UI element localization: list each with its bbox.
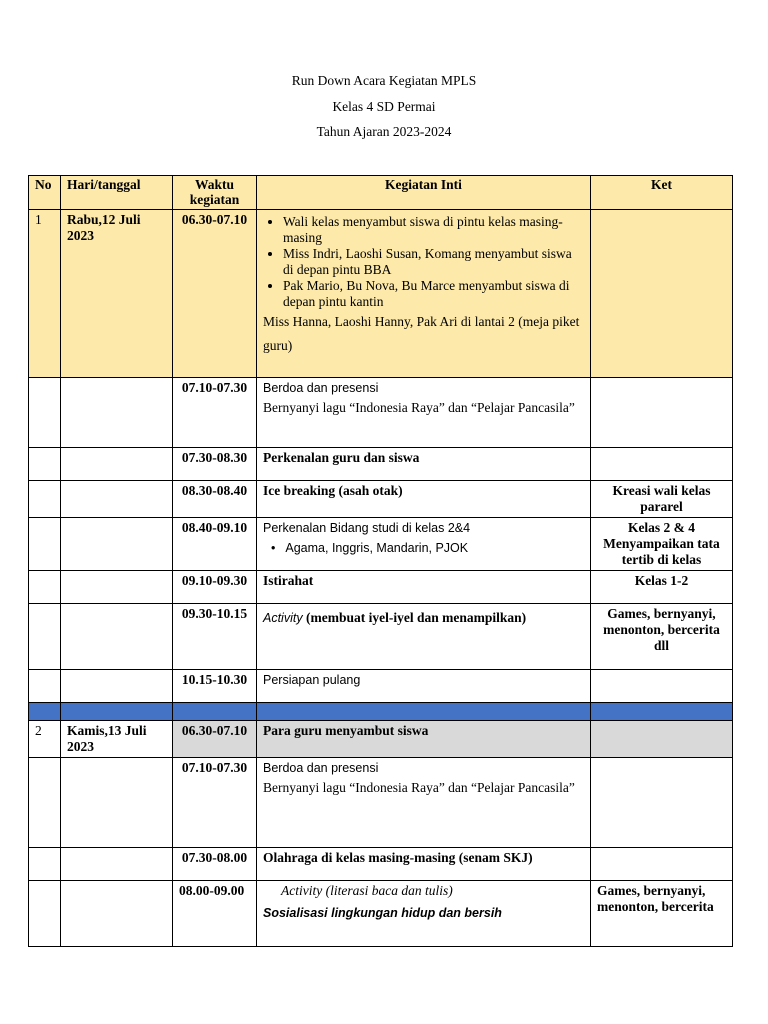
day1-row6-activity: Istirahat — [257, 571, 591, 604]
header-note: Ket — [591, 176, 733, 210]
empty-cell — [591, 758, 733, 848]
empty-cell — [29, 571, 61, 604]
day1-row2-line1: Berdoa dan presensi — [263, 381, 379, 395]
empty-cell — [61, 881, 173, 947]
day1-row7-time: 09.30-10.15 — [173, 604, 257, 670]
document-title: Run Down Acara Kegiatan MPLS — [291, 73, 477, 88]
empty-cell — [591, 721, 733, 758]
separator-cell — [29, 703, 61, 721]
day2-date: Kamis,13 Juli 2023 — [61, 721, 173, 758]
header-time: Waktu kegiatan — [173, 176, 257, 210]
empty-cell — [591, 378, 733, 448]
empty-cell — [29, 378, 61, 448]
day1-row5-time: 08.40-09.10 — [173, 518, 257, 571]
empty-cell — [61, 571, 173, 604]
list-item: • Miss Indri, Laoshi Susan, Komang menyambut siswa di depan pintu BBA — [283, 246, 584, 278]
day1-row5-note: Kelas 2 & 4 Menyampaikan tata tertib di kelas — [591, 518, 733, 571]
header-date: Hari/tanggal — [61, 176, 173, 210]
empty-cell — [61, 758, 173, 848]
empty-cell — [29, 881, 61, 947]
day1-row8-time: 10.15-10.30 — [173, 670, 257, 703]
day2-row2-time: 07.10-07.30 — [173, 758, 257, 848]
greeting-list — [263, 214, 584, 310]
day2-row2-line2: Bernyanyi lagu “Indonesia Raya” dan “Pelajar Pancasila” — [263, 780, 575, 795]
empty-cell — [29, 670, 61, 703]
day2-row2-line1: Berdoa dan presensi — [263, 761, 379, 775]
day2-row4-note: Games, bernyanyi, menonton, bercerita — [591, 881, 733, 947]
day2-row3-time: 07.30-08.00 — [173, 848, 257, 881]
day1-row8-activity: Persiapan pulang — [257, 670, 591, 703]
document-year: Tahun Ajaran 2023-2024 — [316, 124, 452, 139]
day1-no: 1 — [29, 210, 61, 378]
empty-cell — [591, 848, 733, 881]
empty-cell — [61, 378, 173, 448]
empty-cell — [29, 518, 61, 571]
list-item: • Pak Mario, Bu Nova, Bu Marce menyambut siswa di depan pintu kantin — [283, 278, 584, 310]
day1-row3-activity: Perkenalan guru dan siswa — [257, 448, 591, 481]
empty-cell — [61, 604, 173, 670]
empty-cell — [29, 848, 61, 881]
separator-cell — [591, 703, 733, 721]
header-activity: Kegiatan Inti — [257, 176, 591, 210]
empty-cell — [61, 670, 173, 703]
day1-date: Rabu,12 Juli 2023 — [61, 210, 173, 378]
empty-cell — [29, 758, 61, 848]
day1-row1-activity — [257, 210, 591, 378]
day2-row3-activity: Olahraga di kelas masing-masing (senam SKJ) — [257, 848, 591, 881]
day1-row5-line1: Perkenalan Bidang studi di kelas 2&4 — [263, 521, 471, 535]
day2-row2-activity — [257, 758, 591, 848]
day1-row6-time: 09.10-09.30 — [173, 571, 257, 604]
separator-cell — [173, 703, 257, 721]
day2-row4-line2: Sosialisasi lingkungan hidup dan bersih — [263, 906, 502, 920]
empty-cell — [591, 670, 733, 703]
header-no: No — [29, 176, 61, 210]
day1-row2-activity — [257, 378, 591, 448]
separator-cell — [257, 703, 591, 721]
day1-row4-note: Kreasi wali kelas pararel — [591, 481, 733, 518]
day1-row1-note — [591, 210, 733, 378]
day1-row7-note: Games, bernyanyi, menonton, bercerita dll — [591, 604, 733, 670]
empty-cell — [61, 848, 173, 881]
empty-cell — [61, 448, 173, 481]
day2-row1-activity: Para guru menyambut siswa — [257, 721, 591, 758]
document-class: Kelas 4 SD Permai — [332, 99, 436, 114]
separator-cell — [61, 703, 173, 721]
day2-row4-line1: Activity (literasi baca dan tulis) — [281, 883, 453, 898]
day1-row3-time: 07.30-08.30 — [173, 448, 257, 481]
empty-cell — [61, 481, 173, 518]
day1-row7-activity: Activity (membuat iyel-iyel dan menampilkan) — [257, 604, 591, 670]
day1-row2-line2: Bernyanyi lagu “Indonesia Raya” dan “Pelajar Pancasila” — [263, 400, 575, 415]
empty-cell — [29, 604, 61, 670]
day2-row4-activity — [257, 881, 591, 947]
empty-cell — [591, 448, 733, 481]
rundown-table — [28, 175, 733, 947]
day1-row2-time: 07.10-07.30 — [173, 378, 257, 448]
empty-cell — [29, 481, 61, 518]
day1-row5-activity — [257, 518, 591, 571]
day2-row4-time: 08.00-09.00 — [173, 881, 257, 947]
day2-row1-time: 06.30-07.10 — [173, 721, 257, 758]
day1-row4-time: 08.30-08.40 — [173, 481, 257, 518]
day2-no: 2 — [29, 721, 61, 758]
list-item: • Agama, Inggris, Mandarin, PJOK — [271, 540, 584, 556]
empty-cell — [61, 518, 173, 571]
day1-row6-note: Kelas 1-2 — [591, 571, 733, 604]
list-item: • Wali kelas menyambut siswa di pintu kelas masing-masing — [283, 214, 584, 246]
day1-row4-activity: Ice breaking (asah otak) — [257, 481, 591, 518]
day1-row1-time: 06.30-07.10 — [173, 210, 257, 378]
empty-cell — [29, 448, 61, 481]
day1-row1-extra: Miss Hanna, Laoshi Hanny, Pak Ari di lantai 2 (meja piket guru) — [263, 314, 580, 353]
